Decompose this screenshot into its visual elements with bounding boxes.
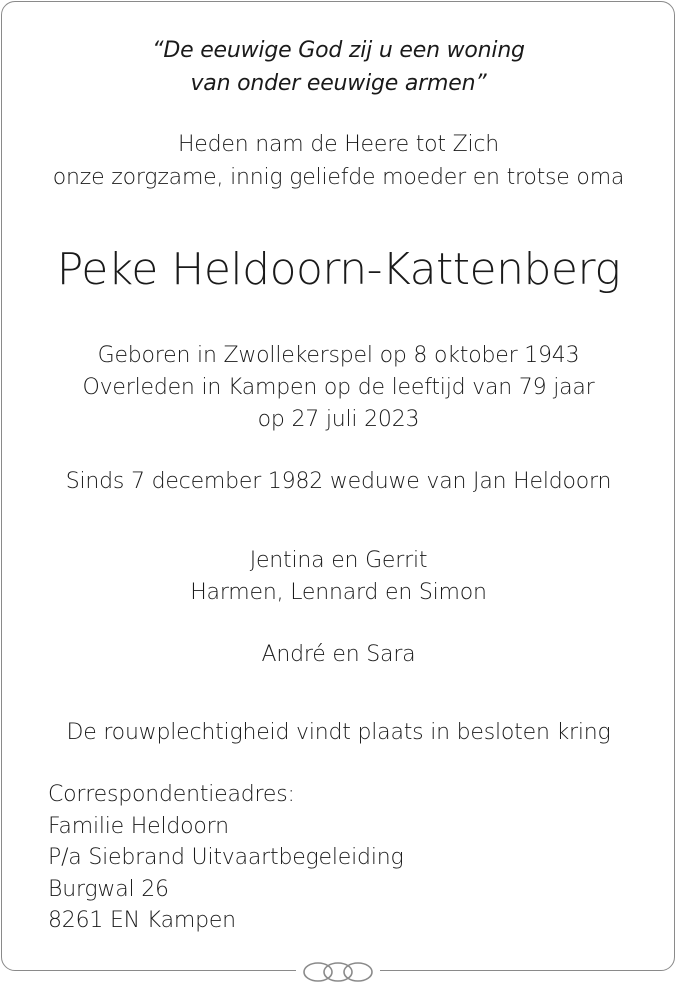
death-line: Overleden in Kampen op de leeftijd van 79 jaar [82, 375, 595, 400]
correspondence-line-1: Familie Heldoorn [48, 814, 229, 839]
correspondence-label: Correspondentieadres: [48, 782, 295, 807]
family-line-1: Jentina en Gerrit [249, 548, 428, 573]
death-date-line: op 27 juli 2023 [257, 407, 420, 432]
birth-line: Geboren in Zwollekerspel op 8 oktober 1943 [97, 343, 580, 368]
widow-line: Sinds 7 december 1982 weduwe van Jan Heldoorn [65, 469, 612, 494]
family-line-2: Harmen, Lennard en Simon [190, 580, 487, 605]
quote-line-2: van onder eeuwige armen” [190, 71, 487, 96]
correspondence-line-3: Burgwal 26 [48, 877, 169, 902]
intro-line-2: onze zorgzame, innig geliefde moeder en trotse oma [52, 165, 625, 190]
quote-line-1: “De eeuwige God zij u een woning [152, 38, 525, 63]
triple-ring-ornament-icon [296, 958, 380, 986]
correspondence-line-4: 8261 EN Kampen [48, 908, 236, 933]
family-line-3: André en Sara [261, 642, 416, 667]
deceased-name: Peke Heldoorn-Kattenberg [56, 244, 621, 295]
correspondence-line-2: P/a Siebrand Uitvaartbegeleiding [48, 845, 404, 870]
ceremony-line: De rouwplechtigheid vindt plaats in besloten kring [66, 720, 611, 745]
intro-line-1: Heden nam de Heere tot Zich [177, 132, 500, 157]
